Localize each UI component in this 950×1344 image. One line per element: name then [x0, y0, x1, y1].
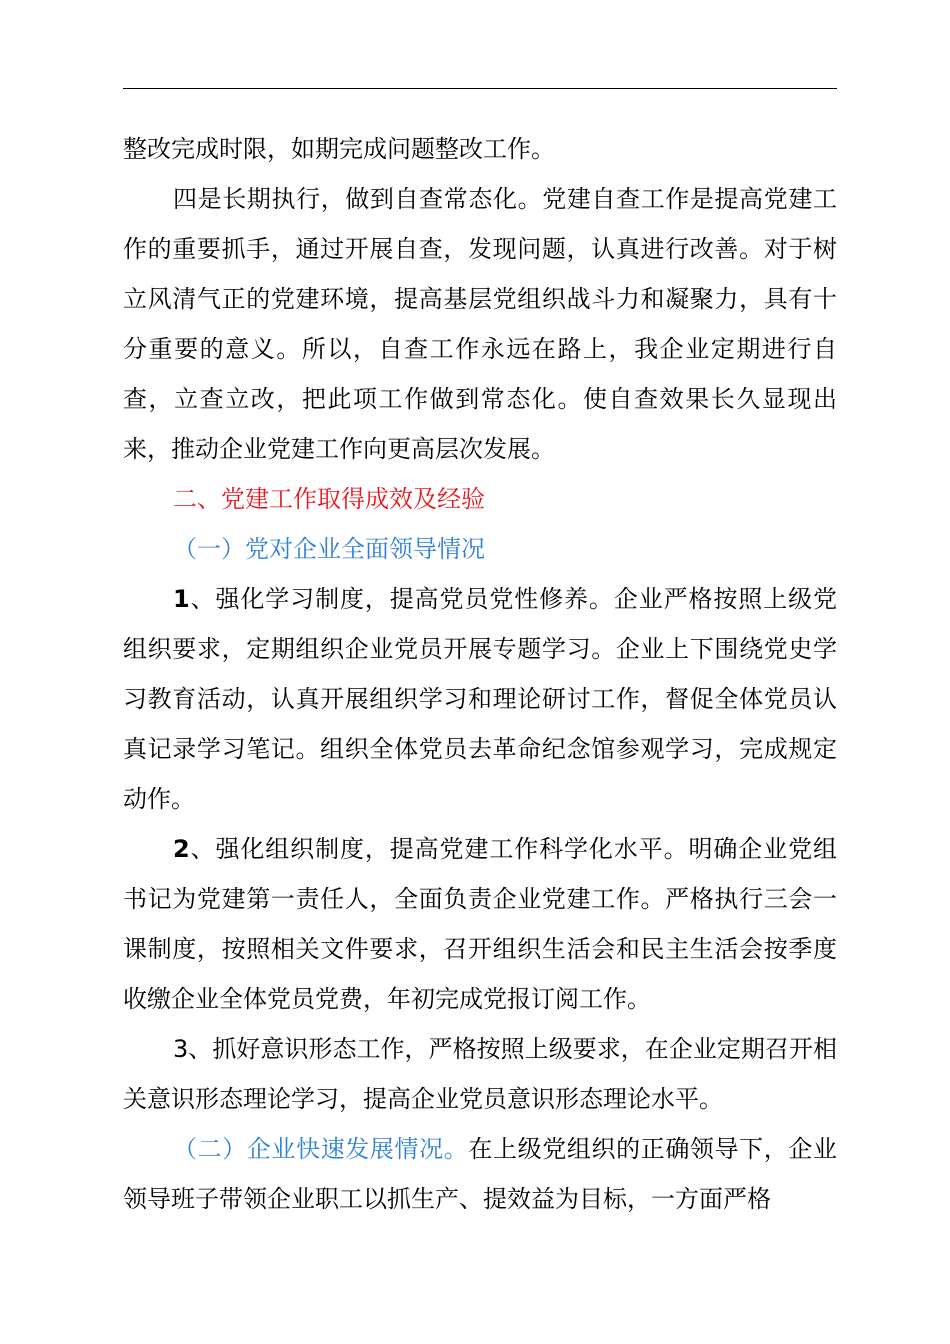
section-heading: 二、党建工作取得成效及经验: [173, 485, 485, 513]
item-number: 2: [173, 835, 190, 863]
document-body: [123, 124, 837, 1224]
item-text: 、强化学习制度，提高党员党性修养。企业严格按照上级党组织要求，定期组织企业党员开展专题学习。企业上下围绕党史学习教育活动，认真开展组织学习和理论研讨工作，督促全体党员认真记录学习笔记。组织全体党员去革命纪念馆参观学习，完成规定动作。: [123, 585, 837, 813]
paragraph-enterprise-development: [123, 1124, 837, 1224]
header-rule: [123, 88, 837, 89]
paragraph-text: 在上级党组织的正确领导下，企业领导班子带领企业职工以抓生产、提效益为目标，一方面严格: [123, 1135, 838, 1213]
paragraph-long-term-execution: 四是长期执行，做到自查常态化。党建自查工作是提高党建工作的重要抓手，通过开展自查，发现问题，认真进行改善。对于树立风清气正的党建环境，提高基层党组织战斗力和凝聚力，具有十分重要的意义。所以，自查工作永远在路上，我企业定期进行自查，立查立改，把此项工作做到常态化。使自查效果长久显现出来，推动企业党建工作向更高层次发展。: [123, 185, 837, 463]
paragraph-item-1: [123, 574, 837, 824]
paragraph-item-3: 3、抓好意识形态工作，严格按照上级要求，在企业定期召开相关意识形态理论学习，提高企业党员意识形态理论水平。: [123, 1035, 837, 1113]
item-text: 、强化组织制度，提高党建工作科学化水平。明确企业党组书记为党建第一责任人，全面负责企业党建工作。严格执行三会一课制度，按照相关文件要求，召开组织生活会和民主生活会按季度收缴企业全体党员党费，年初完成党报订阅工作。: [123, 835, 837, 1013]
item-number: 1: [173, 585, 190, 613]
paragraph-item-2: [123, 824, 837, 1024]
subsection-heading: （一）党对企业全面领导情况: [173, 535, 485, 563]
subsection-lead: （二）企业快速发展情况。: [173, 1135, 469, 1163]
paragraph-continuation: 整改完成时限，如期完成问题整改工作。: [123, 135, 555, 163]
